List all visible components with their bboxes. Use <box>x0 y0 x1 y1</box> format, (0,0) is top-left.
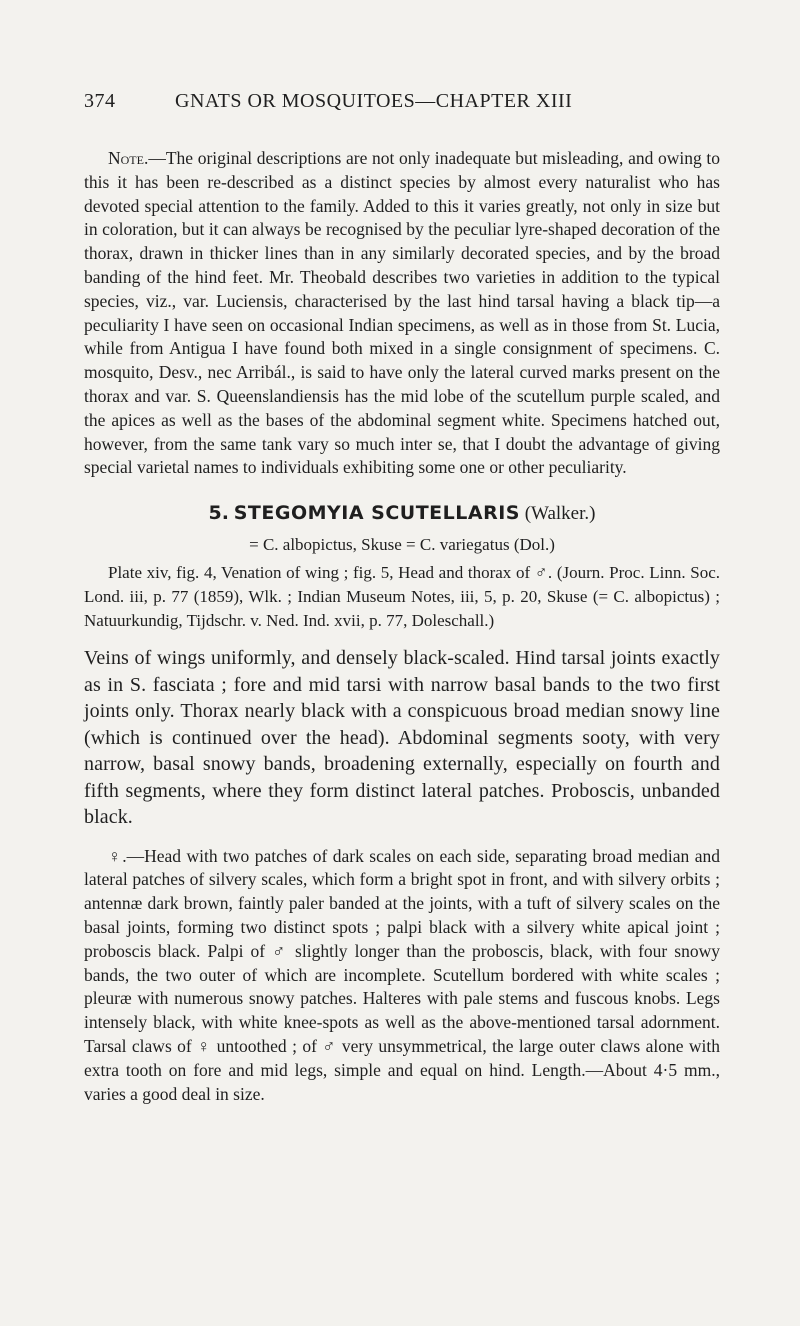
species-number: 5. <box>208 502 229 525</box>
synonymy: = C. albopictus, Skuse = C. variegatus (Dol.) <box>249 535 555 555</box>
diagnosis-paragraph: Veins of wings uniformly, and densely black-scaled. Hind tarsal joints exactly as in S. fasciata ; fore and mid tarsi with narrow basal bands to the two first joints only. Thorax nearly black with a conspicuous broad median snowy line (which is continued over the head). Abdominal segments sooty, with very narrow, basal snowy bands, broadening externally, especially on fourth and fifth segments, where they form distinct lateral patches. Proboscis, unbanded black. <box>84 647 720 829</box>
description-paragraph: ♀.—Head with two patches of dark scales on each side, separating broad median and lateral patches of silvery scales, which form a bright spot in front, and with silvery orbits ; antennæ dark brown, faintly paler banded at the joints, with a tuft of silvery scales on the basal joints, forming two distinct spots ; palpi black with a silvery white apical joint ; proboscis black. Palpi of ♂ slightly longer than the proboscis, black, with four snowy bands, the two outer of which are incomplete. Scutellum bordered with white scales ; pleuræ with numerous snowy patches. Halteres with pale stems and fuscous knobs. Legs intensely black, with white knee-spots as well as the above-mentioned tarsal adornment. Tarsal claws of ♀ untoothed ; of ♂ very unsymmetrical, the large outer claws alone with extra tooth on fore and mid legs, simple and equal on hind. Length.—About 4·5 mm., varies a good deal in size. <box>84 845 720 1104</box>
note-paragraph <box>84 147 720 480</box>
references: Plate xiv, fig. 4, Venation of wing ; fig. 5, Head and thorax of ♂. (Journ. Proc. Linn. Soc. Lond. iii, p. 77 (1859), Wlk. ; Indian Museum Notes, iii, 5, p. 20, Skuse (= C. albopictus) ; Natuurkundig, Tijdschr. v. Ned. Ind. xvii, p. 77, Doleschall.) <box>84 563 720 631</box>
species-heading <box>84 499 720 528</box>
running-head: GNATS OR MOSQUITOES—CHAPTER XIII <box>175 90 573 112</box>
species-name: STEGOMYIA SCUTELLARIS <box>233 502 520 525</box>
page-content <box>84 147 720 1106</box>
page-header <box>0 90 800 130</box>
note-text: —The original descriptions are not only inadequate but misleading, and owing to this it has been re-described as a distinct species by almost every naturalist who has devoted special attention to the family. Added to this it varies greatly, not only in size but in coloration, but it can always be recognised by the peculiar lyre-shaped decoration of the thorax, drawn in thicker lines than in any similarly decorated species, and by the broad banding of the hind feet. Mr. Theobald describes two varieties in addition to the typical species, viz., var. Luciensis, characterised by the last hind tarsal having a black tip—a peculiarity I have seen on occasional Indian specimens, as well as in those from St. Lucia, while from Antigua I have found both mixed in a single consignment of specimens. C. mosquito, Desv., nec Arribál., is said to have only the lateral curved marks present on the thorax and var. S. Queenslandiensis has the mid lobe of the scutellum purple scaled, and the apices as well as the bases of the abdominal segment white. Specimens hatched out, however, from the same tank vary so much inter se, that I doubt the advantage of giving special varietal names to individuals exhibiting some one or other peculiarity. <box>84 148 720 478</box>
page-number: 374 <box>84 90 116 112</box>
species-author: (Walker.) <box>524 503 596 525</box>
note-label: Note. <box>108 148 149 168</box>
